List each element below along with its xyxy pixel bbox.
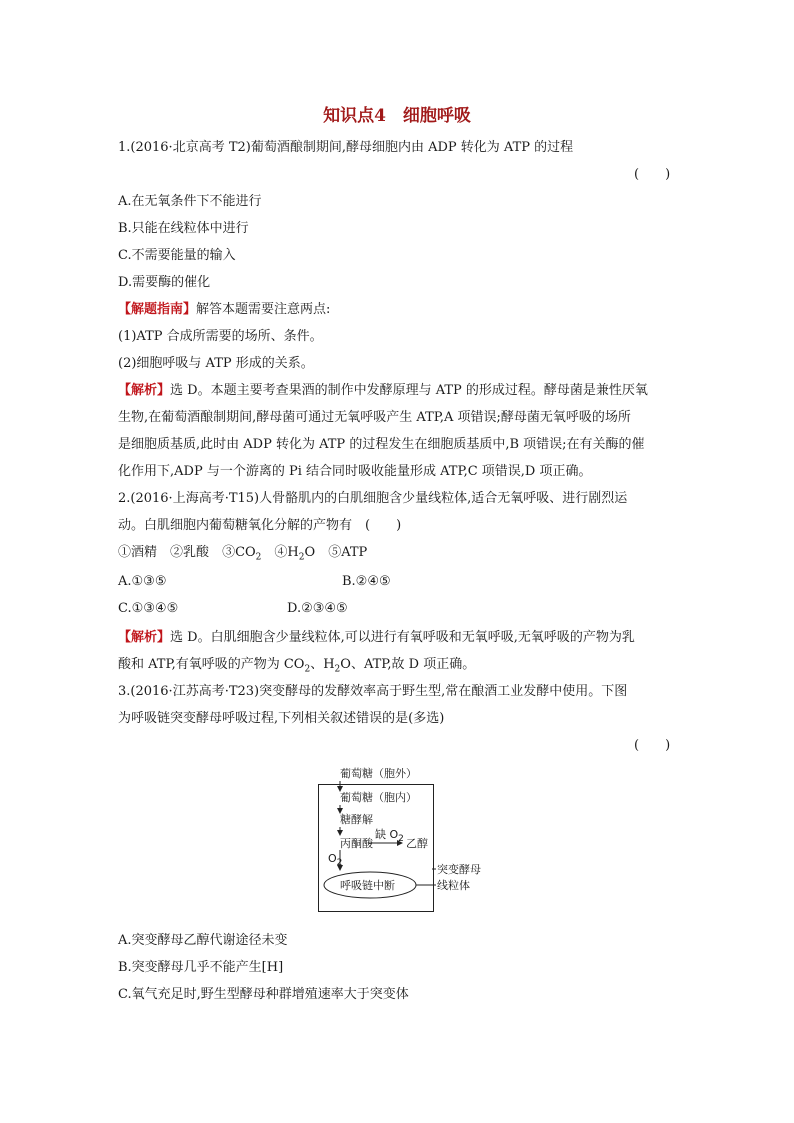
- analysis-text: 酸和 ATP,有氧呼吸的产物为 CO: [118, 657, 305, 672]
- q2-analysis-line-1: [118, 629, 635, 647]
- respiratory-chain-label: 呼吸链中断: [340, 879, 395, 892]
- q3-option-c: C.氧气充足时,野生型酵母种群增殖速率大于突变体: [118, 987, 409, 1002]
- o2-text: O: [328, 852, 337, 865]
- q1-answer-paren: ( ): [634, 167, 671, 182]
- q1-analysis-line-3: 是细胞质基质,此时由 ADP 转化为 ATP 的过程发生在细胞质基质中,B 项错误;在有关酶的催: [118, 437, 645, 452]
- analysis-text: O、ATP,故 D 项正确。: [340, 657, 476, 672]
- q1-option-a: A.在无氧条件下不能进行: [118, 194, 262, 209]
- q2-option-b: B.②④⑤: [342, 574, 391, 589]
- q2-stem-line-1: 2.(2016·上海高考·T15)人骨骼肌内的白肌细胞含少量线粒体,适合无氧呼吸、进行剧烈运: [118, 491, 628, 506]
- glycolysis-label: 糖酵解: [340, 813, 373, 826]
- pyruvate-label: 丙酮酸: [340, 837, 373, 850]
- o2-label: [328, 852, 342, 870]
- ethanol-label: 乙醇: [406, 837, 428, 850]
- q1-analysis-line-2: 生物,在葡萄酒酿制期间,酵母菌可通过无氧呼吸产生 ATP,A 项错误;酵母菌无氧呼吸的场所: [118, 410, 631, 425]
- lack-o2-text: 缺 O: [375, 828, 399, 841]
- respiration-diagram: [318, 764, 490, 914]
- q2-analysis-line-2: [118, 656, 475, 679]
- q2-option-d: D.②③④⑤: [287, 601, 348, 616]
- glucose-outside-label: 葡萄糖（胞外）: [340, 767, 417, 780]
- q1-option-b: B.只能在线粒体中进行: [118, 221, 249, 236]
- subscript: 2: [304, 664, 311, 675]
- q2-items: [118, 544, 367, 567]
- q1-stem: 1.(2016·北京高考 T2)葡萄酒酿制期间,酵母细胞内由 ADP 转化为 ATP 的过程: [118, 140, 574, 155]
- mutant-yeast-label: 突变酵母: [437, 863, 481, 876]
- analysis-tag: 【解析】: [118, 383, 171, 398]
- mitochondrion-label: 线粒体: [437, 879, 470, 892]
- q1-guide: [118, 301, 330, 319]
- item-3: ③CO: [222, 545, 256, 560]
- q3-stem-line-2: 为呼吸链突变酵母呼吸过程,下列相关叙述错误的是(多选): [118, 711, 445, 726]
- section-title: 知识点4 细胞呼吸: [323, 106, 471, 126]
- item-2: ②乳酸: [170, 545, 210, 560]
- q3-option-a: A.突变酵母乙醇代谢途径未变: [118, 933, 288, 948]
- guide-tag: 【解题指南】: [118, 302, 197, 317]
- q1-guide-point-2: (2)细胞呼吸与 ATP 形成的关系。: [118, 356, 314, 371]
- q3-answer-paren: ( ): [634, 738, 671, 753]
- item-4-tail: O: [304, 545, 316, 560]
- q1-analysis-line-1: [118, 382, 648, 400]
- guide-text: 解答本题需要注意两点:: [196, 302, 331, 317]
- subscript: 2: [255, 552, 262, 563]
- lack-o2-label: [375, 828, 404, 846]
- q3-stem-line-1: 3.(2016·江苏高考·T23)突变酵母的发酵效率高于野生型,常在酿酒工业发酵中使用。下图: [118, 684, 628, 699]
- subscript: 2: [398, 834, 404, 845]
- q3-option-b: B.突变酵母几乎不能产生[H]: [118, 960, 284, 975]
- q1-analysis-line-4: 化作用下,ADP 与一个游离的 Pi 结合同时吸收能量形成 ATP,C 项错误,D 项正确。: [118, 464, 592, 479]
- q2-stem-line-2: 动。白肌细胞内葡萄糖氧化分解的产物有 ( ): [118, 518, 402, 533]
- subscript: 2: [334, 664, 341, 675]
- item-1: ①酒精: [118, 545, 158, 560]
- analysis-text: 选 D。本题主要考查果酒的制作中发酵原理与 ATP 的形成过程。酵母菌是兼性厌氧: [170, 383, 648, 398]
- subscript: 2: [298, 552, 305, 563]
- q1-guide-point-1: (1)ATP 合成所需要的场所、条件。: [118, 329, 323, 344]
- q2-option-a: A.①③⑤: [118, 574, 167, 589]
- glucose-inside-label: 葡萄糖（胞内）: [340, 791, 417, 804]
- q1-option-c: C.不需要能量的输入: [118, 248, 236, 263]
- item-4: ④H: [274, 545, 299, 560]
- analysis-text: 、H: [310, 657, 335, 672]
- subscript: 2: [336, 858, 343, 869]
- q1-option-d: D.需要酶的催化: [118, 275, 211, 290]
- analysis-text: 选 D。白肌细胞含少量线粒体,可以进行有氧呼吸和无氧呼吸,无氧呼吸的产物为乳: [170, 630, 635, 645]
- analysis-tag: 【解析】: [118, 630, 171, 645]
- q2-option-c: C.①③④⑤: [118, 601, 179, 616]
- item-5: ⑤ATP: [328, 545, 368, 560]
